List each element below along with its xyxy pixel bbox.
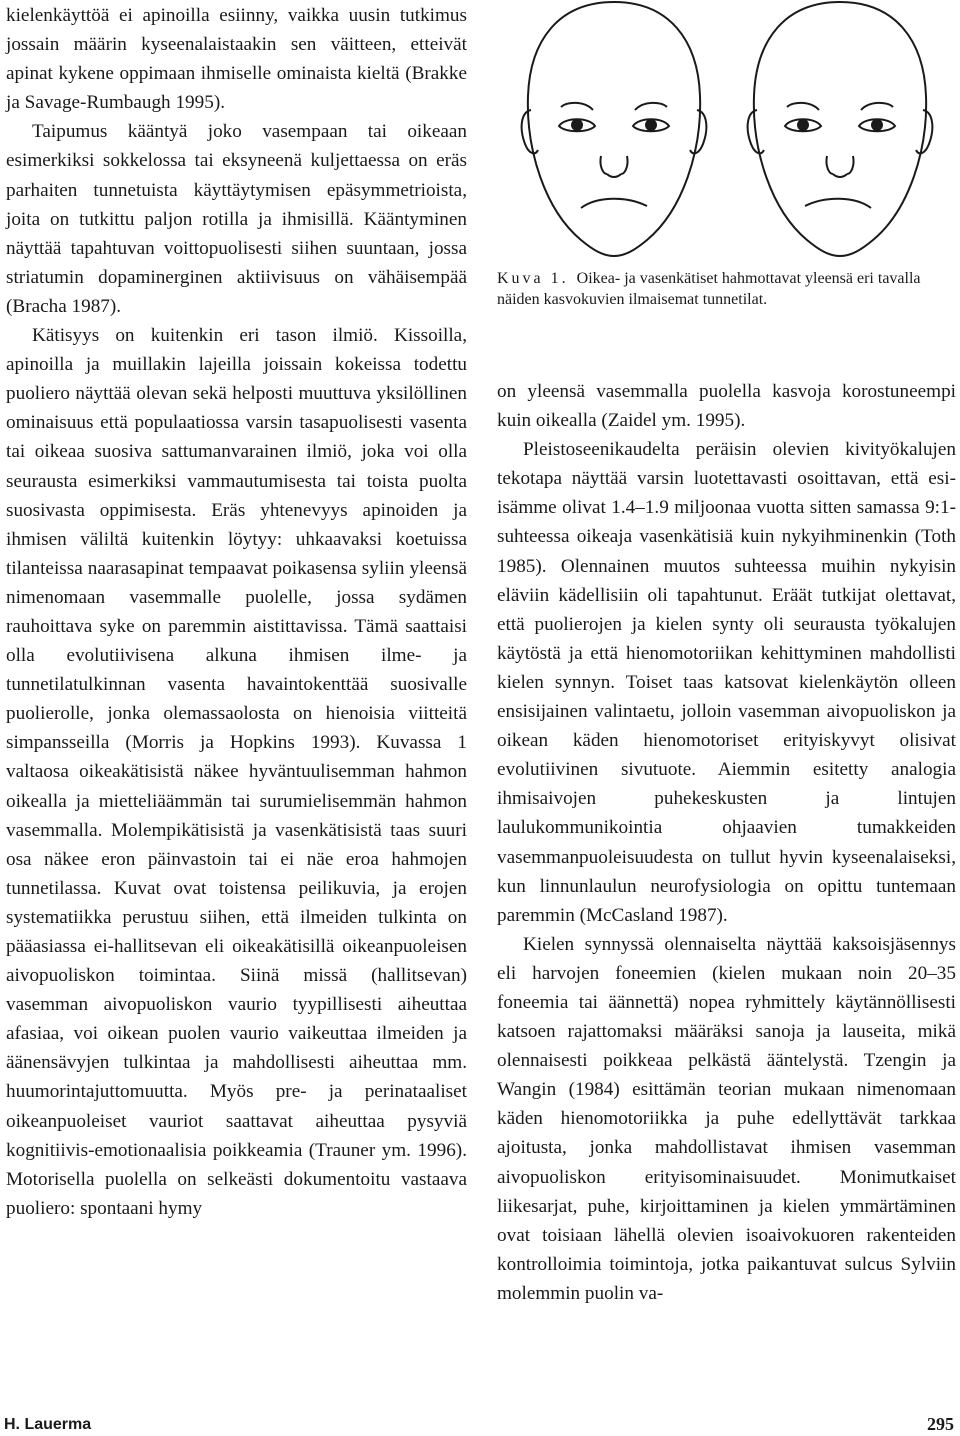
caption-text: Oikea- ja vasenkätiset hahmottavat yleensä eri tavalla näiden kasvokuvien ilmaisemat tunnetilat. xyxy=(497,270,921,308)
face-left xyxy=(522,2,707,256)
faces-figure xyxy=(497,0,959,262)
page-number: 295 xyxy=(927,1414,954,1434)
paragraph: Kätisyys on kuitenkin eri tason ilmiö. Kissoilla, apinoilla ja muillakin lajeilla joissain kokeissa todettu puoliero näyttää olevan sekä helposti muuttuva yksilöllinen ominaisuus että populaatiossa varsin tasapuolisesti vasenta tai oikeaa suosiva sattumanvarainen ilmiö, joka voi olla seurausta esimerkiksi vammautumisesta tai toista puolta suosivasta oppimisesta. Eräs yhtenevyys apinoiden ja ihmisen väliltä kuitenkin löytyy: uhkaavaksi koetuissa tilanteissa naarasapinat tempaavat poikasensa syliin yleensä nimenomaan vasemmalle puolelle, jossa sydämen rauhoittava syke on paremmin aistittavissa. Tämä saattaisi olla evolutiivisena alkuna ihmisen ilme- ja tunnetilatulkinnan vasenta havaintokenttää suosivalle puolierolle, jonka olemassaolosta on hienoisia viitteitä simpansseilla (Morris ja Hopkins 1993). Kuvassa 1 valtaosa oikeakätisistä näkee hyväntuulisemman hahmon oikealla ja mietteliäämmän tai surumielisemmän hahmon vasemmalla. Molempikätisistä ja vasenkätisistä taas suuri osa näkee eron päinvastoin tai ei näe eroa hahmojen tunnetilassa. Kuvat ovat toistensa peilikuvia, ja erojen systematiikka perustuu siihen, että ilmeiden tulkinta on pääasiassa ei-hallitsevan eli oikeakätisillä oikeanpuoleisen aivopuoliskon toimintaa. Siinä missä (hallitsevan) vasemman aivopuoliskon vaurio tyypillisesti aiheuttaa afasiaa, voi oikean puolen vaurio vaikeuttaa ilmeiden ja äänensävyjen tulkintaa ja mahdollisesti aiheuttaa mm. huumorintajuttomuutta. Myös pre- ja perinataaliset oikeanpuoleiset vauriot saattavat aiheuttaa pysyviä kognitiivis-emotionaalisia poikkeamia (Trauner ym. 1996). Motorisella puolella on selkeästi dokumentoitu vastaava puoliero: spontaani hymy xyxy=(6,325,467,1219)
left-text-column xyxy=(6,1,467,1223)
paragraph: on yleensä vasemmalla puolella kasvoja korostuneempi kuin oikealla (Zaidel ym. 1995). xyxy=(497,381,956,432)
caption-label: Kuva 1. xyxy=(497,270,569,287)
paragraph: kielenkäyttöä ei apinoilla esiinny, vaikka uusin tutkimus jossain määrin kyseenalaistaakin sen väitteen, etteivät apinat kykene oppimaan ihmiselle ominaista kieltä (Brakke ja Savage-Rumbaugh 1995). xyxy=(6,5,467,114)
right-text-column xyxy=(497,377,956,1308)
paragraph: Kielen synnyssä olennaiselta näyttää kaksoisjäsennys eli harvojen foneemien (kielen mukaan noin 20–35 foneemia tai äännettä) nopea ryhmittely käytännöllisesti katsoen rajattomaksi määräksi sanoja ja lauseita, mikä olennaisesti poikkeaa pelkästä ääntelystä. Tzengin ja Wangin (1984) esittämän teorian mukaan nimenomaan käden hienomotoriikka ja puhe edellyttävät tarkkaa ajoitusta, jonka mahdollistavat ihmisen vasemman aivopuoliskon erityisominaisuudet. Monimutkaiset liikesarjat, puhe, kirjoittaminen ja kielen ymmärtäminen ovat toisiaan lähellä olevien isoaivokuoren rakenteiden kontrolloimia toimintoja, jotka paikantuvat sulcus Sylviin molemmin puolin va- xyxy=(497,933,956,1304)
figure-caption xyxy=(497,268,957,310)
face-right xyxy=(748,2,933,256)
footer-author: H. Lauerma xyxy=(4,1416,92,1433)
paragraph: Pleistoseenikaudelta peräisin olevien kivityökalujen tekotapa näyttää varsin luotettavasti osoittavan, että esi-isämme olivat 1.4–1.9 miljoonaa vuotta sitten samassa 9:1-suhteessa oikeaja vasenkätisiä kuin nykyihminenkin (Toth 1985). Olennainen muutos suhteessa muihin nykyisin eläviin kädellisiin oli tapahtunut. Eräät tutkijat olettavat, että puolierojen ja kielen synty oli seurausta työkalujen käytöstä ja että hienomotoriikan kehittyminen mahdollisti kielen synnyn. Toiset taas katsovat kielenkäytön olleen ensisijainen valintaetu, jolloin vasemman aivopuoliskon ja oikean käden hienomotoriset erityiskyvyt olisivat evolutiivinen sivutuote. Aiemmin esitetty analogia ihmisaivojen puhekeskusten ja lintujen laulukommunikointia ohjaavien tumakkeiden vasemmanpuoleisuudesta on tullut hyvin kyseenalaiseksi, kun linnunlaulun neurofysiologia on opittu tuntemaan paremmin (McCasland 1987). xyxy=(497,439,956,926)
paragraph: Taipumus kääntyä joko vasempaan tai oikeaan esimerkiksi sokkelossa tai eksyneenä kuljettaessa on eräs parhaiten tunnetuista käyttäytymisen epäsymmetrioista, joita on tutkittu paljon rotilla ja ihmisillä. Kääntyminen näyttää tapahtuvan voittopuolisesti siihen suuntaan, jossa striatumin dopaminerginen aktiivisuus on vähäisempää (Bracha 1987). xyxy=(6,121,467,317)
